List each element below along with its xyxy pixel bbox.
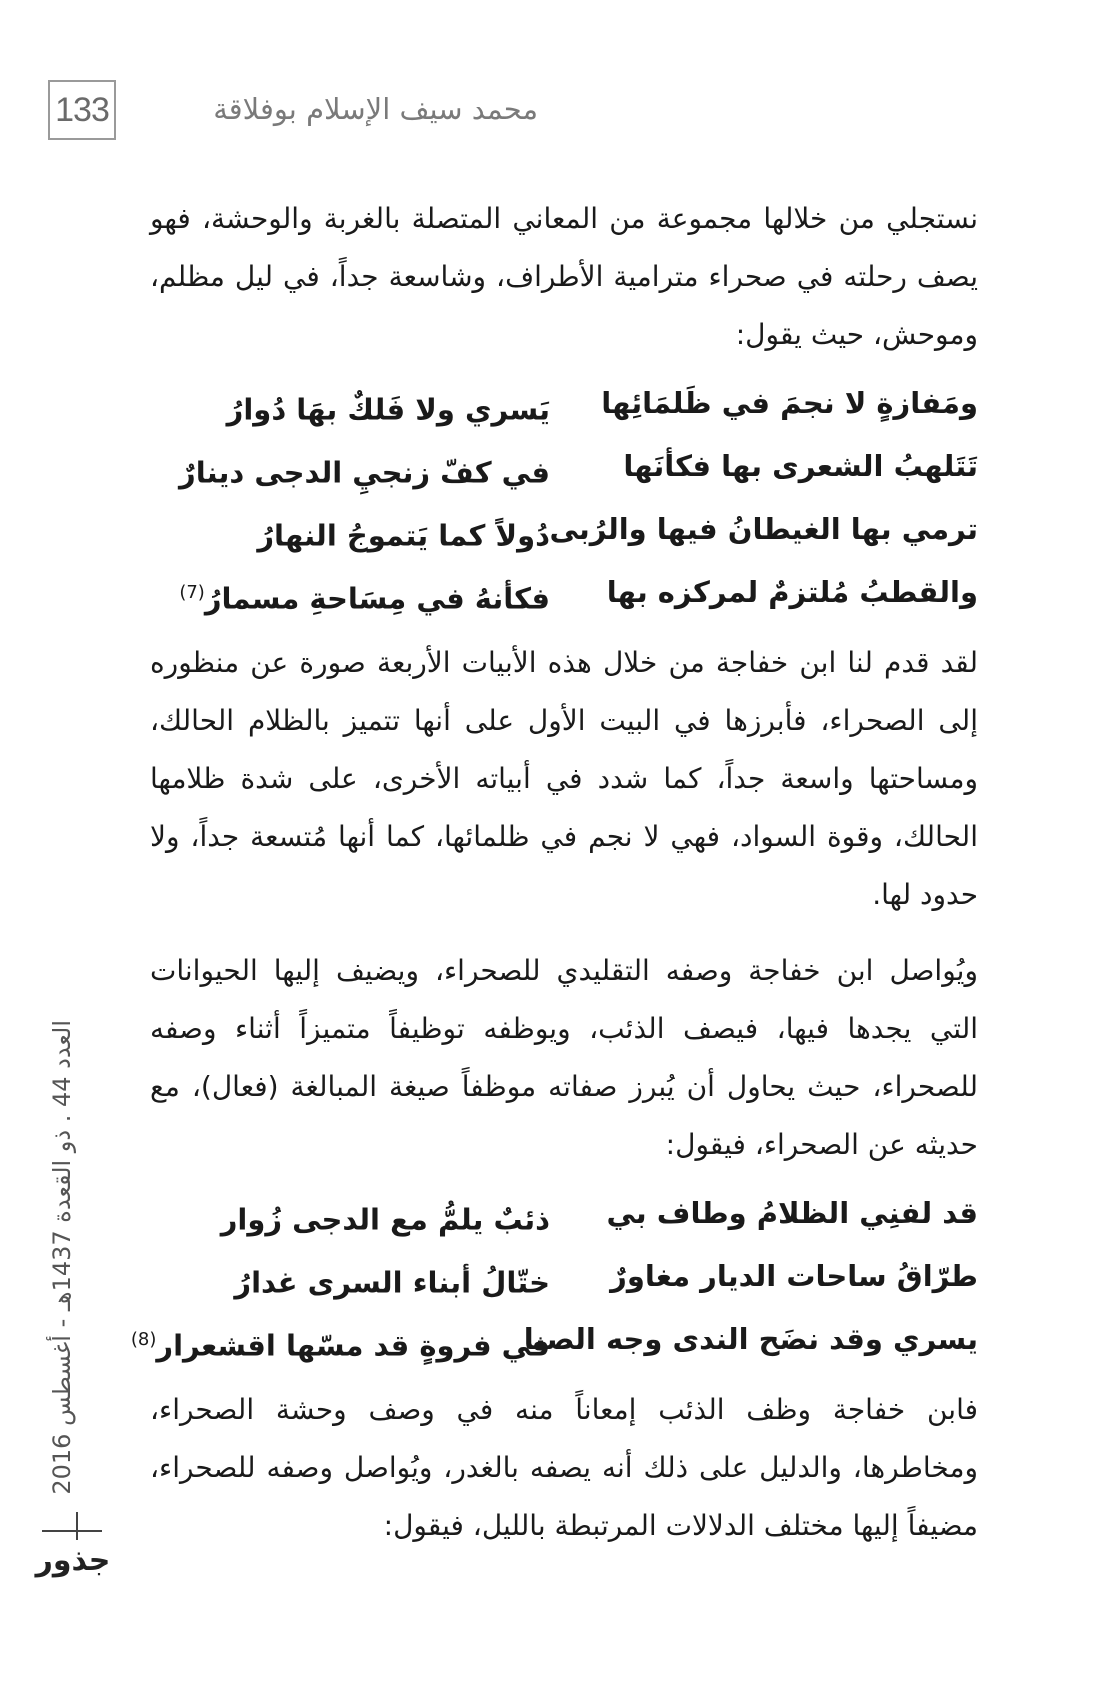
running-header-author: محمد سيف الإسلام بوفلاقة — [213, 92, 538, 126]
issue-info: العدد 44 . ذو القعدة 1437هـ - أغسطس 2016 — [48, 1020, 76, 1495]
verse-line — [150, 1245, 978, 1308]
verse-second-hemistich: يَسري ولا فَلكٌ بهَا دُوارُ — [226, 392, 550, 427]
verse-second-hemistich: في كفّ زنجيِ الدجى دينارٌ — [179, 455, 550, 490]
verse-line — [150, 435, 978, 498]
verse-second-hemistich: دُولاً كما يَتموجُ النهارُ — [257, 518, 550, 553]
paragraph-3: ويُواصل ابن خفاجة وصفه التقليدي للصحراء، ويضيف إليها الحيوانات التي يجدها فيها، فيصف الذئب، ويوظفه توظيفاً متميزاً أثناء وصفه للصحراء، حيث يحاول أن يُبرز صفاته موظفاً صيغة المبالغة (فعال)، مع حديثه عن الصحراء، فيقول: — [150, 954, 978, 1161]
verse-line — [150, 372, 978, 435]
footnote-ref: (7) — [179, 582, 205, 603]
footnote-ref: (8) — [130, 1329, 157, 1350]
page-number: 133 — [48, 80, 116, 140]
divider — [76, 1512, 78, 1540]
verse-first-hemistich: تَتَلهبُ الشعرى بها فكأنَها — [623, 449, 978, 483]
article-body — [130, 190, 978, 1555]
poem-2 — [130, 1182, 978, 1371]
verse-second-hemistich: ذئبٌ يلمُّ مع الدجى زُوار — [220, 1202, 550, 1237]
verse-second-hemistich: في فروةٍ قد مسّها اقشعرار$^{(8)}$ — [130, 1328, 550, 1363]
poem-1 — [150, 372, 978, 624]
verse-second-hemistich: فكأنهُ في مِسَاحةِ مسمارُ$^{(7)}$ — [179, 581, 550, 616]
verse-first-hemistich: والقطبُ مُلتزمٌ لمركزه بها — [606, 575, 978, 609]
verse-first-hemistich: ترمي بها الغيطانُ فيها والرُبى — [549, 512, 978, 546]
verse-first-hemistich: قد لفنِي الظلامُ وطاف بي — [606, 1196, 978, 1230]
verse-line — [130, 1308, 978, 1371]
verse-first-hemistich: يسري وقد نضَح الندى وجه الصبا — [523, 1322, 978, 1356]
verse-first-hemistich: طرّاقُ ساحات الديار مغاورٌ — [610, 1259, 978, 1293]
divider — [42, 1530, 102, 1532]
verse-line — [150, 498, 978, 561]
journal-logo: جذور — [35, 1542, 111, 1578]
verse-first-hemistich: ومَفازةٍ لا نجمَ في ظَلمَائِها — [601, 386, 978, 420]
verse-line — [150, 561, 978, 624]
paragraph-2: لقد قدم لنا ابن خفاجة من خلال هذه الأبيات الأربعة صورة عن منظوره إلى الصحراء، فأبرزها في البيت الأول على أنها تتميز بالظلام الحالك، ومساحتها واسعة جداً، كما شدد في أبياته الأخرى، على شدة ظلامها الحالك، وقوة السواد، فهي لا نجم في ظلمائها، كما أنها مُتسعة جداً، ولا حدود لها. — [150, 646, 978, 911]
paragraph-4: فابن خفاجة وظف الذئب إمعاناً منه في وصف وحشة الصحراء، ومخاطرها، والدليل على ذلك أنه يصفه بالغدر، ويُواصل وصفه للصحراء، مضيفاً إليها مختلف الدلالات المرتبطة بالليل، فيقول: — [150, 1393, 978, 1542]
paragraph-1: نستجلي من خلالها مجموعة من المعاني المتصلة بالغربة والوحشة، فهو يصف رحلته في صحراء مترامية الأطراف، وشاسعة جداً، في ليل مظلم، وموحش، حيث يقول: — [150, 202, 978, 351]
verse-line — [150, 1182, 978, 1245]
verse-second-hemistich: ختّالُ أبناء السرى غدارُ — [234, 1265, 550, 1300]
